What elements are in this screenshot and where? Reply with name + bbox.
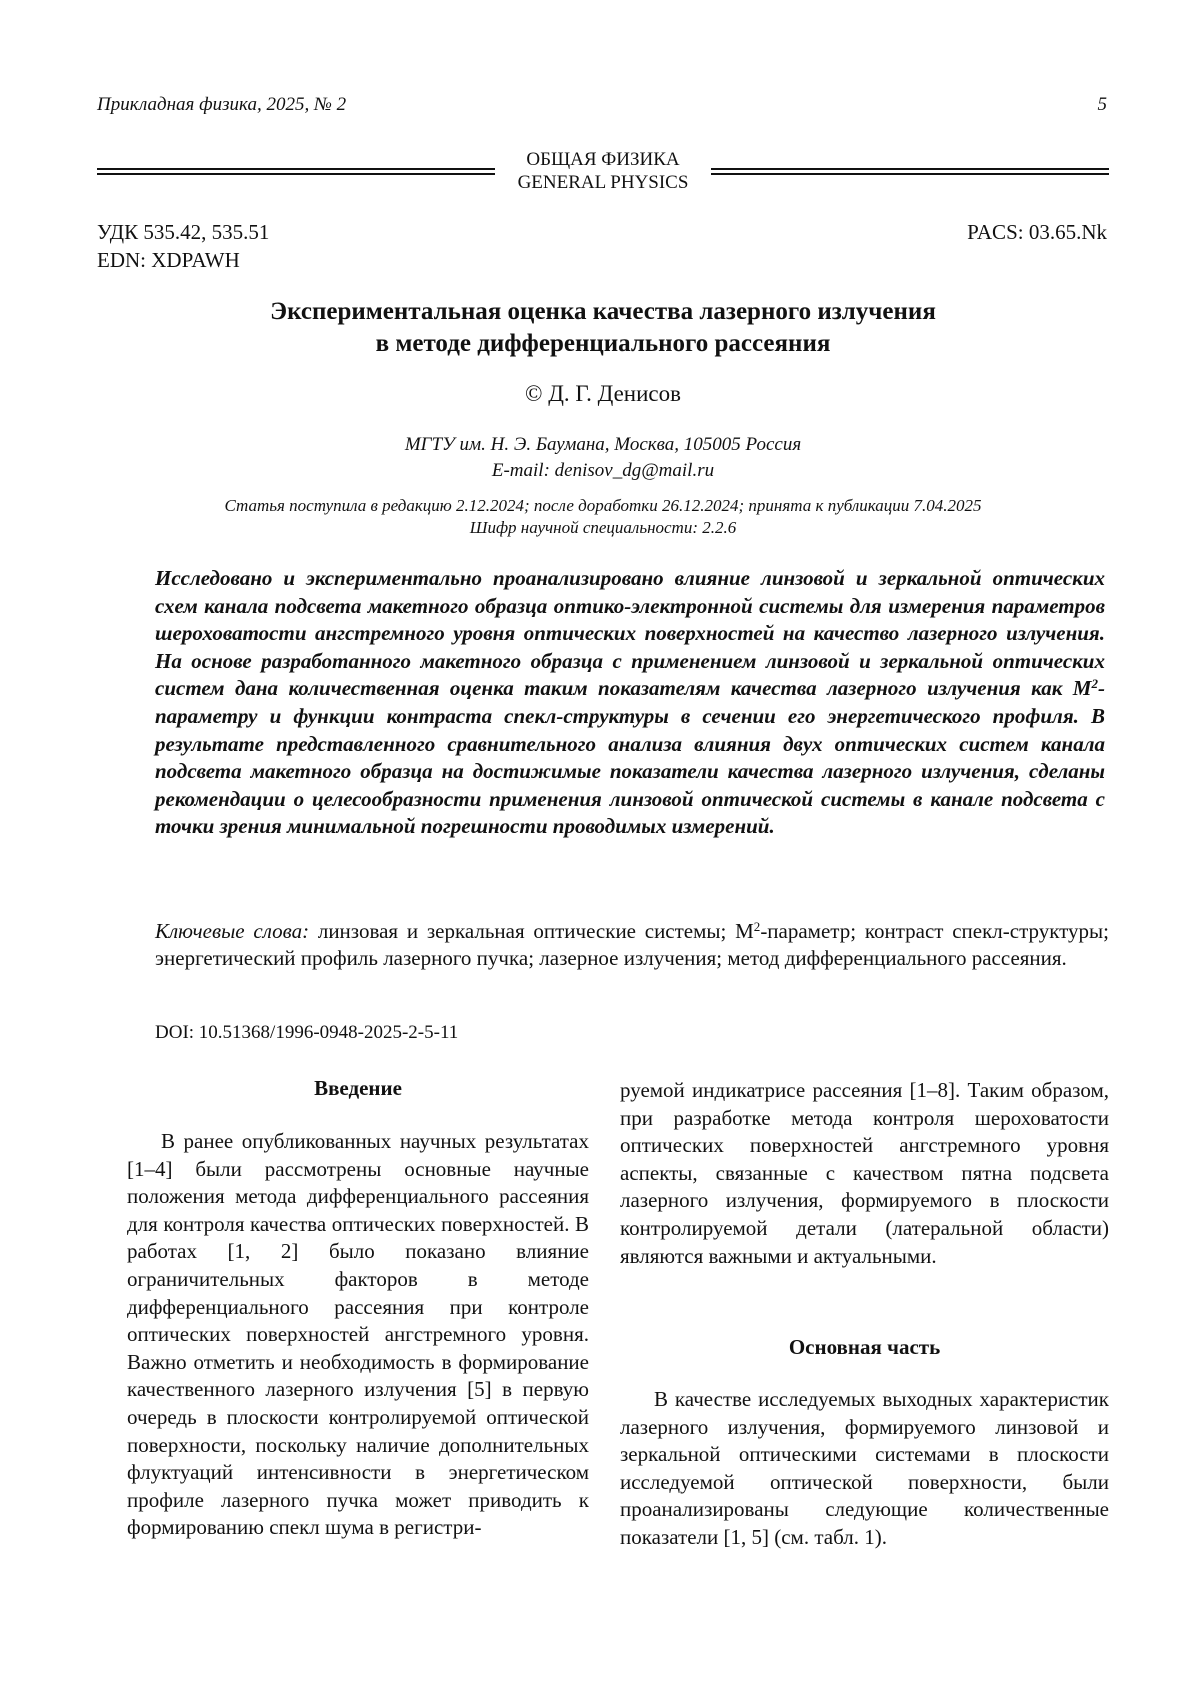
keywords	[155, 918, 1109, 972]
pacs-code: PACS: 03.65.Nk	[967, 220, 1107, 244]
submission-dates: Статья поступила в редакцию 2.12.2024; после доработки 26.12.2024; принята к публикации 7.04.2025	[224, 496, 982, 515]
doi: DOI: 10.51368/1996-0948-2025-2-5-11	[155, 1022, 459, 1043]
affiliation: МГТУ им. Н. Э. Баумана, Москва, 105005 Россия	[404, 434, 802, 455]
running-header-journal: Прикладная физика, 2025, № 2	[97, 94, 347, 115]
udk-code: УДК 535.42, 535.51	[97, 220, 270, 244]
abstract-text-part-2: -параметру и функции контраста спекл-структуры в сечении его энергетического профиля. В результате представленного сравнительного анализа влияния двух оптических систем канала подсвета макетного образца на достижимые показатели качества лазерного излучения, сделаны рекомендации о целесообразности применения линзовой оптической системы в канале подсвета с точки зрения минимальной погрешности проводимых измерений.	[155, 676, 1105, 839]
specialty-code: Шифр научной специальности: 2.2.6	[469, 518, 737, 537]
abstract-text-part-1: Исследовано и экспериментально проанализировано влияние линзовой и зеркальной оптических схем канала подсвета макетного образца оптико-электронной системы для измерения параметров шероховатости ангстремного уровня оптических поверхностей на качество лазерного излучения. На основе разработанного макетного образца с применением линзовой и зеркальной оптических систем дана количественная оценка таким показателям качества лазерного излучения как M	[155, 566, 1105, 701]
affiliation-block	[97, 432, 1109, 484]
keywords-label: Ключевые слова:	[155, 919, 310, 943]
abstract-superscript: 2	[1091, 676, 1098, 692]
abstract	[155, 565, 1105, 841]
section-title	[495, 148, 711, 194]
main-part-heading: Основная часть	[788, 1335, 941, 1359]
page-number: 5	[1097, 94, 1107, 115]
introduction-paragraph: В ранее опубликованных научных результатах [1–4] были рассмотрены основные научные положения метода дифференциального рассеяния для контроля качества оптических поверхностей. В работах [1, 2] было показано влияние ограничительных факторов в методе дифференциального рассеяния при контроле оптических поверхностей ангстремного уровня. Важно отметить и необходимость в формирование качественного лазерного излучения [5] в первую очередь в плоскости контролируемой оптической поверхности, поскольку наличие дополнительных флуктуаций интенсивности в энергетическом профиле лазерного пучка может приводить к формированию спекл шума в регистри-	[127, 1129, 589, 1540]
keywords-superscript: 2	[753, 918, 761, 934]
keywords-text-part-1: линзовая и зеркальная оптические системы; M	[309, 919, 754, 943]
introduction-heading: Введение	[314, 1076, 402, 1100]
edn-code: EDN: XDPAWH	[97, 248, 240, 272]
section-rule-right	[711, 168, 1109, 175]
section-rule-left	[97, 168, 495, 175]
section-heading-band	[97, 148, 1109, 198]
section-title-en: GENERAL PHYSICS	[517, 172, 689, 193]
keywords-text-part-2: -параметр; контраст спекл-структуры; энергетический профиль лазерного пучка; лазерное излучения; метод дифференциального рассеяния.	[155, 919, 1109, 970]
introduction-paragraph-continued: руемой индикатрисе рассеяния [1–8]. Таким образом, при разработке метода контроля шероховатости оптических поверхностей ангстремного уровня аспекты, связанные с качеством пятна подсвета лазерного излучения, формируемого в плоскости контролируемой детали (латеральной области) являются важными и актуальными.	[620, 1078, 1109, 1268]
article-history	[97, 495, 1109, 539]
author-line: © Д. Г. Денисов	[525, 381, 681, 406]
article-title-line-1: Экспериментальная оценка качества лазерного излучения	[270, 298, 936, 325]
classification-codes	[97, 218, 269, 274]
author-email: E-mail: denisov_dg@mail.ru	[491, 460, 715, 481]
article-title-line-2: в методе дифференциального рассеяния	[375, 330, 831, 357]
main-part-paragraph: В качестве исследуемых выходных характеристик лазерного излучения, формируемого линзовой и зеркальной оптическими системами в плоскости исследуемой оптической поверхности, были проанализированы следующие количественные показатели [1, 5] (см. табл. 1).	[620, 1387, 1109, 1549]
article-title	[97, 296, 1109, 360]
section-title-ru: ОБЩАЯ ФИЗИКА	[526, 149, 680, 170]
